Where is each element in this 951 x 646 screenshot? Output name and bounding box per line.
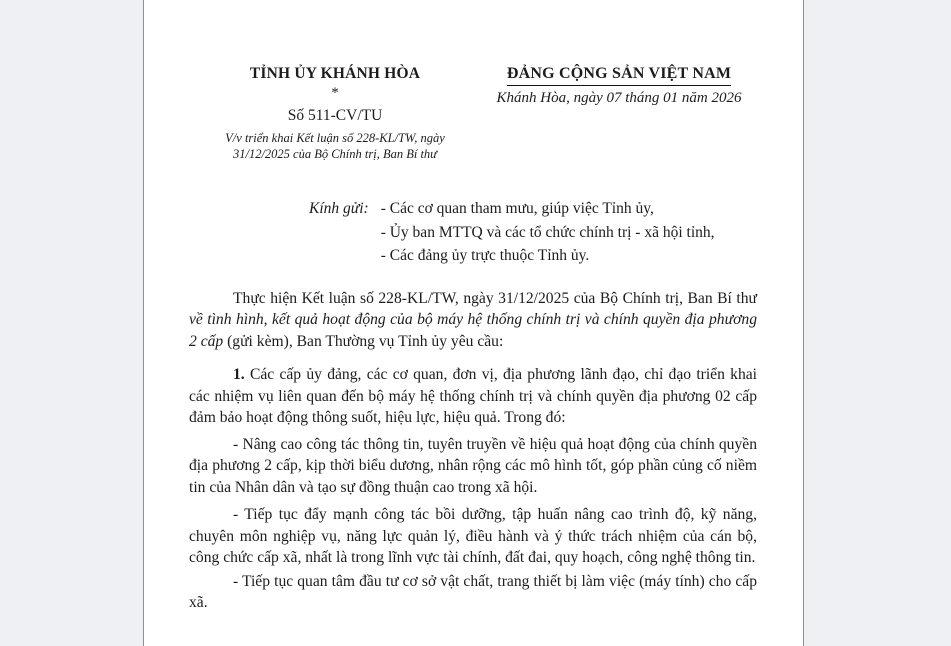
document-subject [189,130,481,162]
intro-text-end: (gửi kèm), Ban Thường vụ Tỉnh ủy yêu cầu: [223,332,504,350]
referenced-conclusion-title: về tình hình, kết quả hoạt động của bộ máy hệ thống chính trị và chính quyền địa phương 2 cấp [189,311,757,350]
recipients-label: Kính gửi: [309,200,369,217]
recipient-line: - Ủy ban MTTQ và các tổ chức chính trị - xã hội tỉnh, [380,223,715,241]
party-name-heading: ĐẢNG CỘNG SẢN VIỆT NAM [507,65,731,86]
party-header-block [481,65,757,107]
recipient-line: - Các đảng ủy trực thuộc Tỉnh ủy. [380,247,590,264]
body-paragraph-bullet-1: - Nâng cao công tác thông tin, tuyên truyền về hiệu quả hoạt động của chính quyền địa phương 2 cấp, kịp thời biểu dương, nhân rộng các mô hình tốt, góp phần củng cố niềm tin của Nhân dân và tạo sự đồng thuận cao trong xã hội. [189,435,757,496]
recipients-list [381,197,715,268]
item-number: 1. [233,366,245,383]
document-page [143,0,804,646]
document-number: Số 511-CV/TU [287,107,383,124]
intro-text-start: Thực hiện Kết luận số 228-KL/TW, ngày 31/12/2025 của Bộ Chính trị, Ban Bí thư [233,289,757,307]
header-star-separator: * [331,85,339,101]
recipients-block [309,197,757,268]
issuing-org-name: TỈNH ỦY KHÁNH HÒA [249,65,421,82]
body-paragraph-item-1 [189,364,757,429]
recipient-line: - Các cơ quan tham mưu, giúp việc Tỉnh ủy, [380,200,654,217]
place-date-line: Khánh Hòa, ngày 07 tháng 01 năm 2026 [496,90,742,106]
document-header [189,65,757,162]
document-subject-line1: V/v triển khai Kết luận số 228-KL/TW, ngày [225,131,445,145]
body-paragraph-bullet-2: - Tiếp tục đẩy mạnh công tác bồi dưỡng, tập huấn nâng cao trình độ, kỹ năng, chuyên môn nghiệp vụ, năng lực quản lý, điều hành và ý thức trách nhiệm của cán bộ, công chức cấp xã, nhất là trong lĩnh vực tài chính, đất đai, quy hoạch, công nghệ thông tin. [189,506,757,566]
item-1-text: Các cấp ủy đảng, các cơ quan, đơn vị, địa phương lãnh đạo, chỉ đạo triển khai các nhiệm vụ liên quan đến bộ máy hệ thống chính trị và chính quyền địa phương 02 cấp đảm bảo hoạt động thông suốt, hiệu lực, hiệu quả. Trong đó: [189,366,757,426]
body-paragraph-partial: - Tiếp tục quan tâm đầu tư cơ sở vật chất, trang thiết bị làm việc (máy tính) cho cấp xã. [189,572,757,611]
body-paragraph-intro [189,288,757,353]
issuing-org-block [189,65,481,162]
document-subject-line2: 31/12/2025 của Bộ Chính trị, Ban Bí thư [232,147,438,161]
